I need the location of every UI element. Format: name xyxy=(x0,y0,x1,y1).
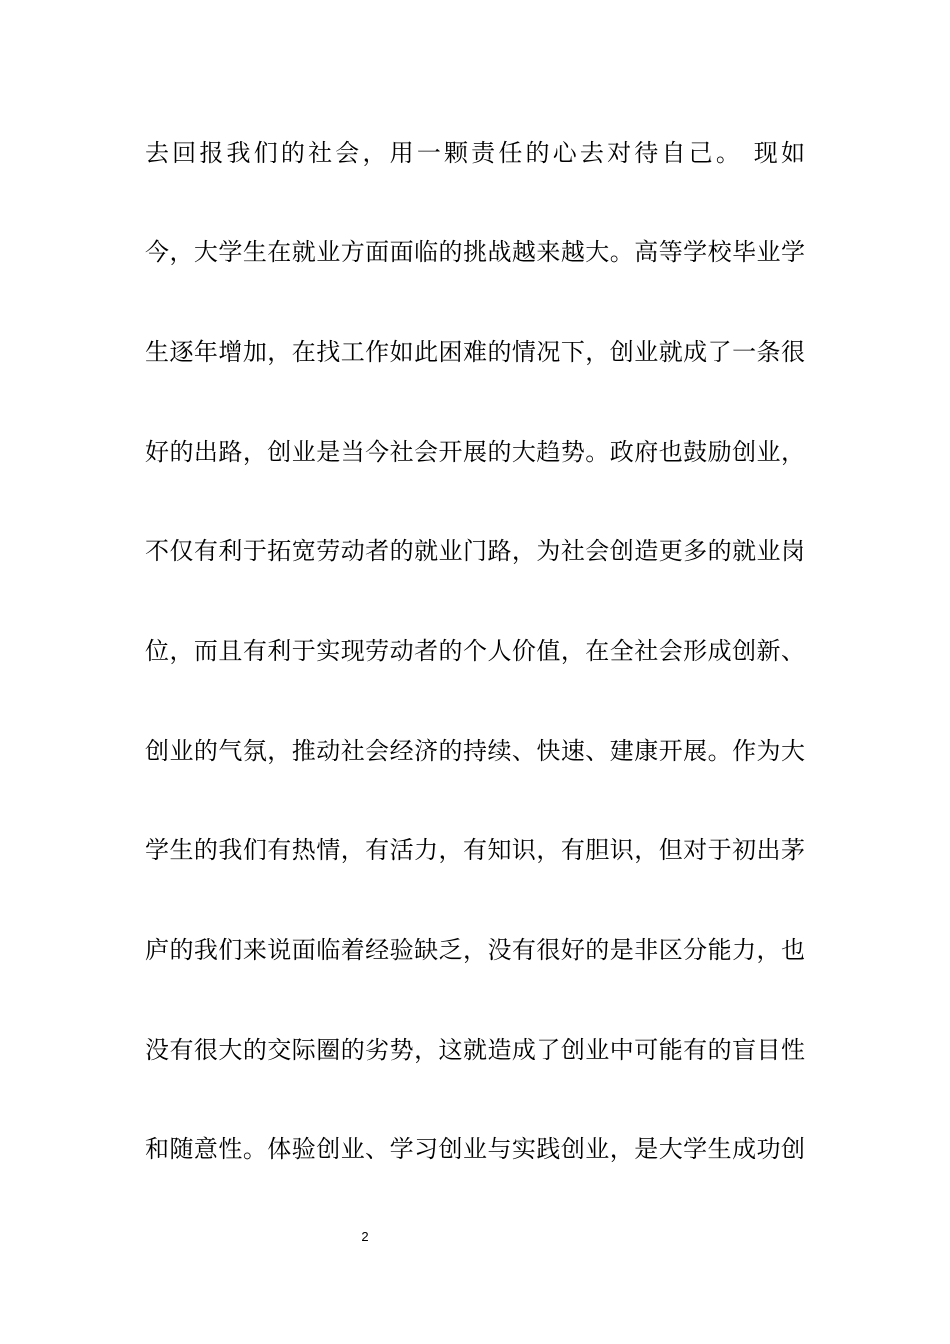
body-text-line: 生逐年增加，在找工作如此困难的情况下，创业就成了一条很 xyxy=(145,338,805,366)
body-text-line: 创业的气氛，推动社会经济的持续、快速、建康开展。作为大 xyxy=(145,737,805,765)
body-text-line: 学生的我们有热情，有活力，有知识，有胆识，但对于初出茅 xyxy=(145,836,805,864)
body-text-line: 庐的我们来说面临着经验缺乏，没有很好的是非区分能力，也 xyxy=(145,936,805,964)
body-text-line: 不仅有利于拓宽劳动者的就业门路，为社会创造更多的就业岗 xyxy=(145,537,805,565)
body-text-line: 今，大学生在就业方面面临的挑战越来越大。高等学校毕业学 xyxy=(145,238,805,266)
body-text-line: 好的出路，创业是当今社会开展的大趋势。政府也鼓励创业， xyxy=(145,438,805,466)
body-text-line: 去回报我们的社会，用一颗责任的心去对待自己。 现如 xyxy=(145,139,805,167)
body-text-line: 没有很大的交际圈的劣势，这就造成了创业中可能有的盲目性 xyxy=(145,1036,805,1064)
body-text-line: 和随意性。体验创业、学习创业与实践创业，是大学生成功创 xyxy=(145,1135,805,1163)
page-number: 2 xyxy=(361,1229,369,1244)
body-text-line: 位，而且有利于实现劳动者的个人价值，在全社会形成创新、 xyxy=(145,637,805,665)
